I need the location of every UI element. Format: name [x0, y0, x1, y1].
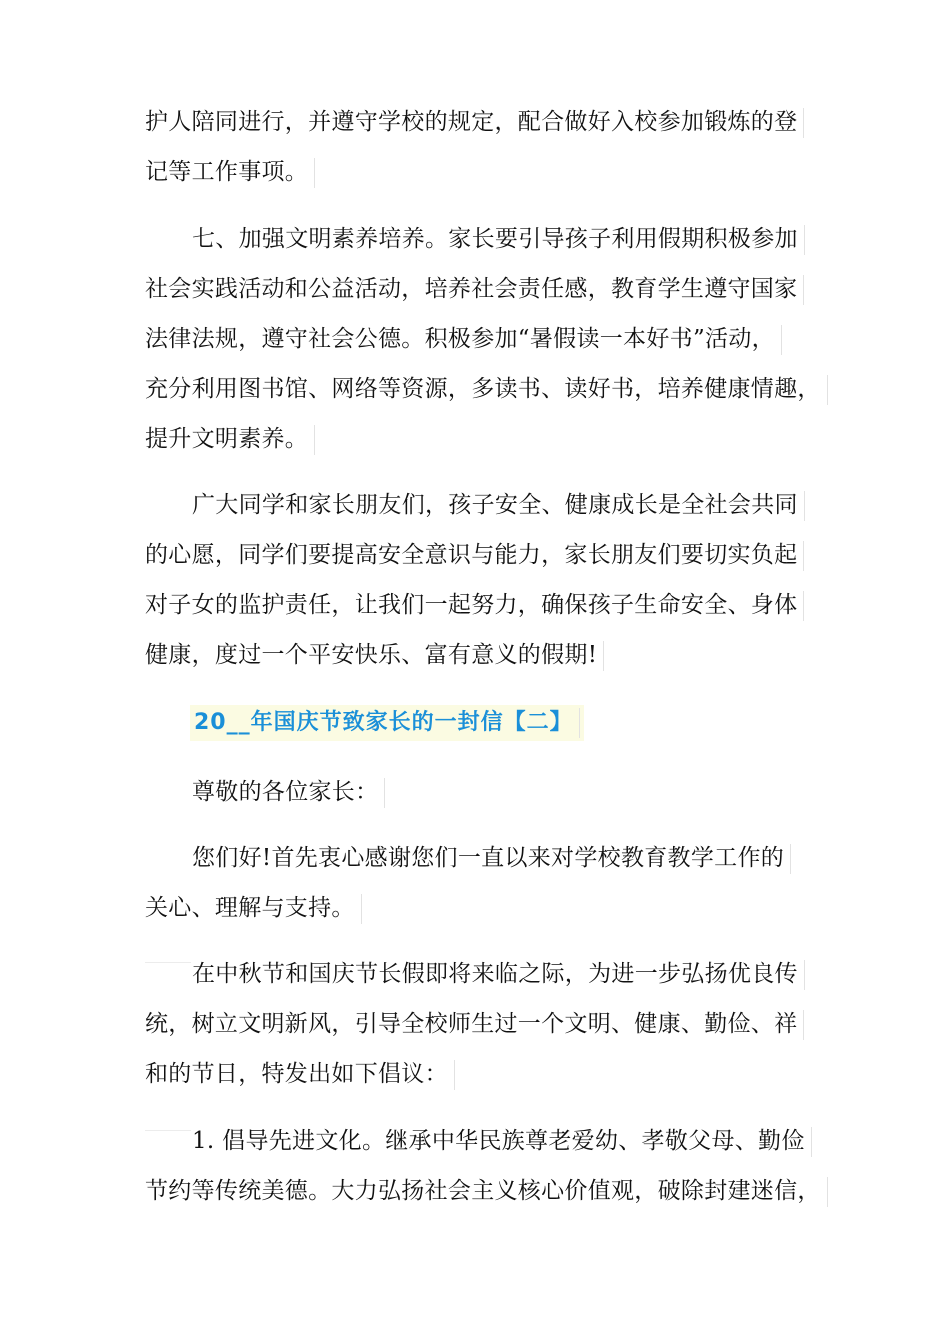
line-text: 1. 倡导先进文化。继承中华民族尊老爱幼、孝敬父母、勤俭	[192, 1128, 805, 1154]
line-text: 健康，度过一个平安快乐、富有意义的假期!	[145, 642, 598, 668]
text-line	[145, 264, 804, 314]
line-end-marker	[804, 960, 805, 990]
indent-guide	[145, 1130, 191, 1131]
line-end-marker	[781, 325, 782, 355]
text-line	[145, 97, 804, 147]
line-end-marker	[361, 894, 362, 924]
text-line	[145, 147, 315, 197]
line-text: 的心愿，同学们要提高安全意识与能力，家长朋友们要切实负起	[145, 542, 798, 568]
text-line	[145, 999, 804, 1049]
line-text: 法律法规，遵守社会公德。积极参加“暑假读一本好书”活动，	[145, 326, 775, 352]
greeting-line	[192, 767, 385, 817]
line-end-marker	[803, 1010, 804, 1040]
text-line	[192, 833, 791, 883]
heading-text: 20__年国庆节致家长的一封信【二】	[194, 710, 573, 735]
line-text: 社会实践活动和公益活动，培养社会责任感，教育学生遵守国家	[145, 276, 798, 302]
text-line	[145, 630, 604, 680]
line-end-marker	[803, 108, 804, 138]
line-text: 护人陪同进行，并遵守学校的规定，配合做好入校参加锻炼的登	[145, 109, 798, 135]
line-text: 和的节日，特发出如下倡议：	[145, 1061, 448, 1087]
text-line	[192, 480, 805, 530]
line-end-marker	[314, 425, 315, 455]
line-text: 您们好!首先衷心感谢您们一直以来对学校教育教学工作的	[192, 845, 785, 871]
line-end-marker	[579, 708, 580, 738]
line-end-marker	[314, 158, 315, 188]
greeting-text: 尊敬的各位家长：	[192, 779, 379, 805]
section-heading	[190, 705, 584, 741]
line-end-marker	[804, 491, 805, 521]
text-line	[145, 883, 362, 933]
line-end-marker	[790, 844, 791, 874]
line-end-marker	[803, 275, 804, 305]
line-end-marker	[827, 375, 828, 405]
text-line	[192, 949, 805, 999]
text-line	[145, 314, 782, 364]
text-line	[192, 1116, 812, 1166]
text-line	[145, 1166, 828, 1216]
line-text: 在中秋节和国庆节长假即将来临之际，为进一步弘扬优良传	[192, 961, 798, 987]
line-text: 统，树立文明新风，引导全校师生过一个文明、健康、勤俭、祥	[145, 1011, 798, 1037]
line-end-marker	[603, 641, 604, 671]
line-text: 七、加强文明素养培养。家长要引导孩子利用假期积极参加	[192, 226, 798, 252]
text-line	[145, 364, 828, 414]
line-text: 充分利用图书馆、网络等资源，多读书、读好书，培养健康情趣，	[145, 376, 821, 402]
line-text: 节约等传统美德。大力弘扬社会主义核心价值观，破除封建迷信，	[145, 1178, 821, 1204]
line-end-marker	[811, 1127, 812, 1157]
line-end-marker	[804, 225, 805, 255]
text-line	[145, 580, 804, 630]
line-text: 提升文明素养。	[145, 426, 309, 452]
line-text: 对子女的监护责任，让我们一起努力，确保孩子生命安全、身体	[145, 592, 798, 618]
line-text: 广大同学和家长朋友们，孩子安全、健康成长是全社会共同	[192, 492, 798, 518]
line-end-marker	[384, 778, 385, 808]
line-end-marker	[803, 541, 804, 571]
line-text: 关心、理解与支持。	[145, 895, 355, 921]
text-line	[145, 414, 315, 464]
line-text: 记等工作事项。	[145, 159, 309, 185]
indent-guide	[145, 962, 191, 963]
text-line	[192, 214, 805, 264]
line-end-marker	[803, 591, 804, 621]
text-line	[145, 530, 804, 580]
text-line	[145, 1049, 455, 1099]
line-end-marker	[827, 1177, 828, 1207]
line-end-marker	[454, 1060, 455, 1090]
